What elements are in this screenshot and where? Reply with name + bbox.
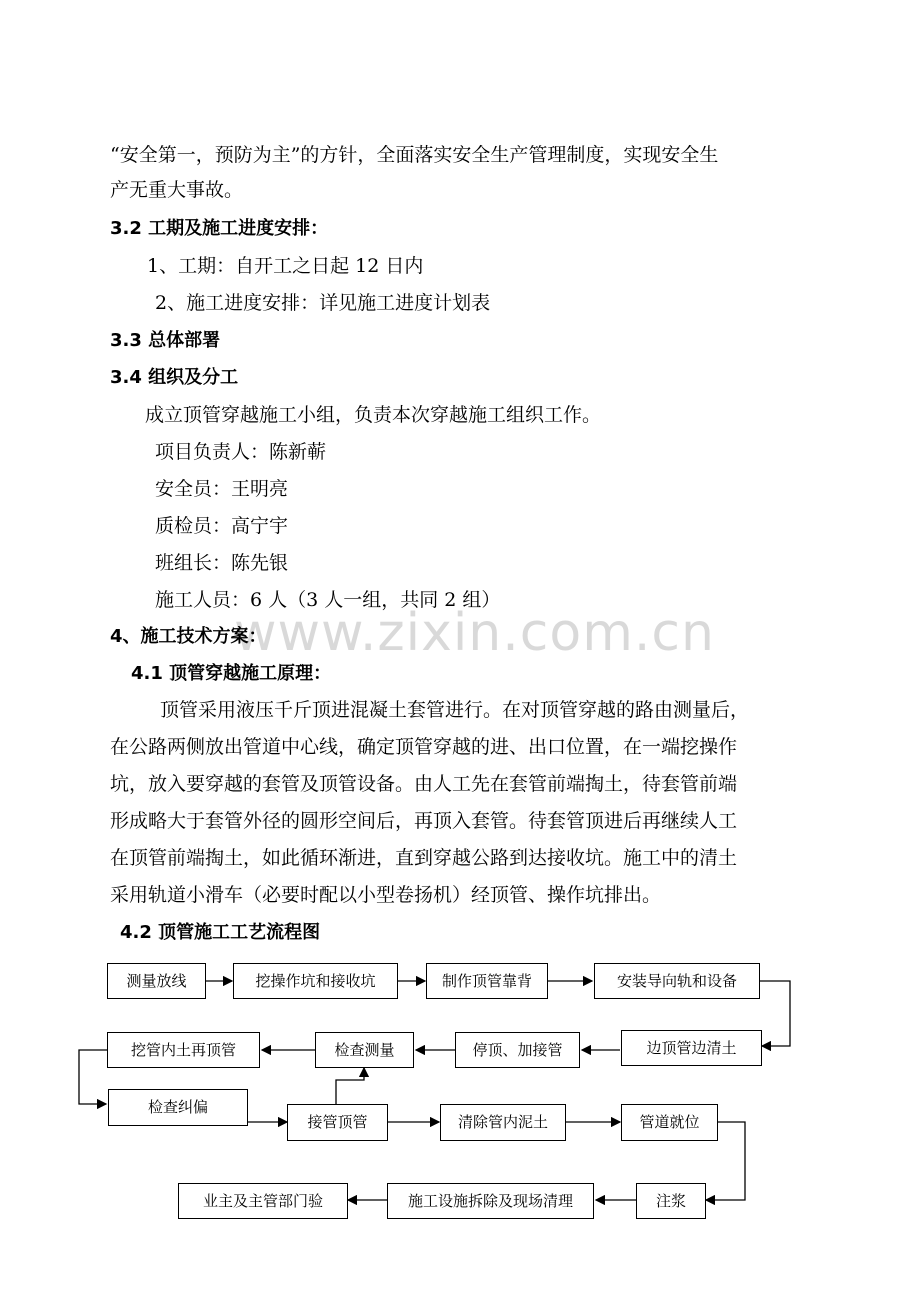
flow-step-dig-pits: 挖操作坑和接收坑	[233, 963, 398, 999]
paragraph-line: 坑，放入要穿越的套管及顶管设备。由人工先在套管前端掏土，待套管前端	[110, 773, 738, 795]
flow-step-dismantle: 施工设施拆除及现场清理	[387, 1183, 594, 1219]
list-item: 1、工期：自开工之日起 12 日内	[147, 255, 424, 277]
staff-line: 班组长：陈先银	[155, 552, 289, 574]
flow-step-push-clear: 边顶管边清土	[621, 1030, 762, 1066]
flow-step-check-measure: 检查测量	[315, 1032, 414, 1068]
section-heading-4-2: 4.2 顶管施工工艺流程图	[120, 922, 321, 943]
section-heading-3-3: 3.3 总体部署	[110, 330, 221, 351]
arrow	[79, 1050, 107, 1104]
paragraph-line: 产无重大事故。	[110, 179, 244, 201]
list-item: 2、施工进度安排：详见施工进度计划表	[155, 292, 491, 314]
flow-step-acceptance: 业主及主管部门验	[178, 1183, 348, 1219]
arrow	[760, 981, 790, 1046]
flow-step-install: 安装导向轨和设备	[594, 963, 760, 999]
paragraph-line: 形成略大于套管外径的圆形空间后，再顶入套管。待套管顶进后再继续人工	[110, 810, 738, 832]
arrow	[336, 1068, 364, 1104]
paragraph-line: 在顶管前端掏土，如此循环渐进，直到穿越公路到达接收坑。施工中的清土	[110, 847, 738, 869]
paragraph-line: 顶管采用液压千斤顶进混凝土套管进行。在对顶管穿越的路由测量后，	[160, 699, 750, 721]
section-heading-3-4: 3.4 组织及分工	[110, 367, 239, 388]
flow-step-grout: 注浆	[636, 1183, 706, 1219]
staff-line: 安全员：王明亮	[155, 478, 289, 500]
staff-line: 项目负责人：陈新蕲	[155, 441, 327, 463]
flow-step-check-correct: 检查纠偏	[108, 1089, 248, 1126]
watermark: www.zixin.com.cn	[234, 603, 715, 663]
paragraph-line: 采用轨道小滑车（必要时配以小型卷扬机）经顶管、操作坑排出。	[110, 884, 662, 906]
staff-line: 质检员：高宁宇	[155, 515, 289, 537]
paragraph-line: 在公路两侧放出管道中心线，确定顶管穿越的进、出口位置，在一端挖操作	[110, 736, 738, 758]
paragraph-line: “安全第一，预防为主”的方针，全面落实安全生产管理制度，实现安全生	[110, 144, 719, 166]
flow-step-clear-mud: 清除管内泥土	[440, 1104, 566, 1141]
section-heading-4-1: 4.1 顶管穿越施工原理：	[131, 663, 332, 684]
paragraph-line: 成立顶管穿越施工小组，负责本次穿越施工组织工作。	[145, 404, 602, 426]
section-heading-3-2: 3.2 工期及施工进度安排：	[110, 218, 329, 239]
flow-step-make-back: 制作顶管靠背	[426, 963, 548, 999]
flow-step-join-push: 接管顶管	[287, 1104, 388, 1141]
flow-step-in-place: 管道就位	[621, 1104, 718, 1141]
flow-step-stop-add: 停顶、加接管	[455, 1032, 580, 1068]
flow-step-measure: 测量放线	[107, 963, 206, 999]
section-heading-4: 4、施工技术方案：	[110, 626, 267, 647]
flow-step-dig-inside: 挖管内土再顶管	[107, 1032, 260, 1068]
staff-line: 施工人员：6 人（3 人一组，共同 2 组）	[155, 589, 501, 611]
